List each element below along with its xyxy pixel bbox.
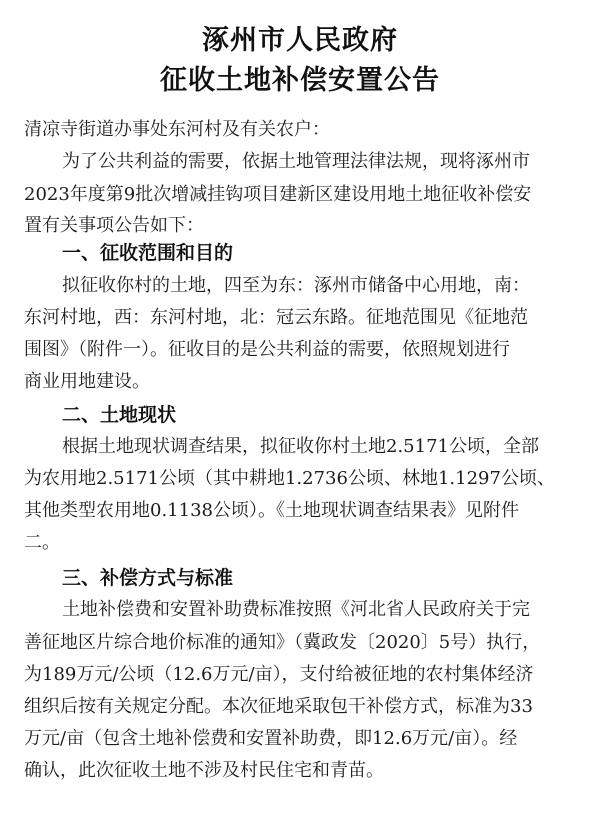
intro-line: 为了公共利益的需要，依据土地管理法律法规，现将涿州市 [62, 151, 530, 172]
section-heading-scope: 一、征收范围和目的 [62, 242, 234, 264]
section2-line: 根据土地现状调查结果，拟征收你村土地2.5171公顷，全部 [62, 436, 539, 457]
section3-line: 确认，此次征收土地不涉及村民住宅和青苗。 [24, 760, 384, 781]
notice-title-issuer: 涿州市人民政府 [202, 25, 398, 56]
section-heading-compensation: 三、补偿方式与标准 [62, 567, 234, 589]
section3-line: 万元/亩（包含土地补偿费和安置补助费，即12.6万元/亩）。经 [24, 728, 518, 749]
section2-line: 二。 [24, 532, 60, 553]
section1-line: 商业用地建设。 [24, 371, 150, 392]
section3-line: 为189万元/公顷（12.6万元/亩），支付给被征地的农村集体经济 [24, 664, 534, 685]
section3-line: 组织后按有关规定分配。本次征地采取包干补偿方式，标准为33 [24, 696, 533, 717]
section2-line: 为农用地2.5171公顷（其中耕地1.2736公顷、林地1.1297公顷、 [24, 468, 555, 489]
section1-line: 围图》（附件一）。征收目的是公共利益的需要，依照规划进行 [24, 339, 510, 360]
section2-line: 其他类型农用地0.1138公顷）。《土地现状调查结果表》见附件 [24, 500, 519, 521]
section3-line: 土地补偿费和安置补助费标准按照《河北省人民政府关于完 [62, 599, 530, 620]
section-heading-land-status: 二、土地现状 [62, 404, 177, 426]
intro-line: 2023年度第9批次增减挂钩项目建新区建设用地土地征收补偿安 [24, 184, 532, 205]
section3-line: 善征地区片综合地价标准的通知》（冀政发〔2020〕5号）执行， [24, 632, 541, 653]
intro-line: 置有关事项公告如下： [24, 215, 204, 236]
section1-line: 东河村地，西：东河村地，北：冠云东路。征地范围见《征地范 [24, 307, 528, 328]
addressee: 清凉寺街道办事处东河村及有关农户： [24, 119, 330, 140]
notice-title-subject: 征收土地补偿安置公告 [160, 65, 440, 96]
section1-line: 拟征收你村的土地，四至为东：涿州市储备中心用地，南： [62, 275, 530, 296]
